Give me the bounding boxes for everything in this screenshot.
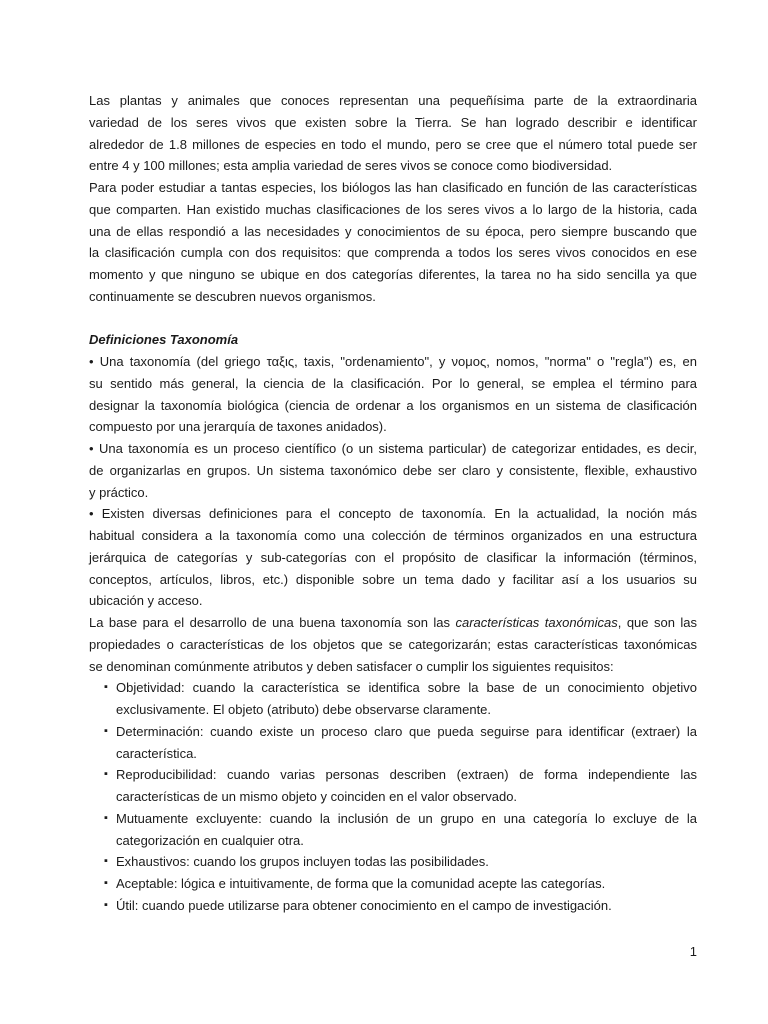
requirement-line: características de un mismo objeto y coinciden en el valor observado. — [116, 789, 518, 804]
requirement-line: Determinación: cuando existe un proceso claro que pueda seguirse para identificar (extraer) la — [116, 723, 697, 739]
definition-line: de organizarlas en grupos. Un sistema taxonómico debe ser claro y consistente, flexible, exhaustivo — [89, 462, 697, 478]
paragraph-line: continuamente se descubren nuevos organismos. — [89, 288, 376, 304]
definition-line: jerárquica de categorías y sub-categorías con el propósito de clasificar la información (términos, — [89, 549, 697, 565]
intro-paragraph-1 — [89, 90, 697, 177]
requirement-item-determinacion — [89, 721, 697, 765]
requirement-item-util — [89, 895, 697, 917]
characteristics-paragraph — [89, 612, 697, 677]
paragraph-line: Las plantas y animales que conoces representan una pequeñísima parte de la extraordinaria — [89, 93, 697, 108]
paragraph-line: propiedades o características de los objetos que se categorizarán; estas características taxonómicas — [89, 636, 697, 652]
document-body — [89, 90, 697, 917]
definition-item-1 — [89, 351, 697, 438]
requirement-line: Exhaustivos: cuando los grupos incluyen todas las posibilidades. — [116, 854, 489, 870]
text-run: , que son las — [617, 615, 698, 630]
list-bullet-icon: ▪ — [104, 855, 108, 868]
definition-line: compuesto por una jerarquía de taxones anidados). — [89, 419, 387, 435]
paragraph-line: alrededor de 1.8 millones de especies en todo el mundo, pero se cree que el número total puede ser — [89, 136, 697, 152]
definition-line: su sentido más general, la ciencia de la clasificación. Por lo general, se emplea el término para — [89, 375, 697, 391]
list-bullet-icon: ▪ — [104, 811, 108, 824]
definition-line: y práctico. — [89, 484, 149, 500]
requirement-line: Útil: cuando puede utilizarse para obtener conocimiento en el campo de investigación. — [116, 897, 612, 913]
definition-item-3 — [89, 503, 697, 612]
section-heading: Definiciones Taxonomía — [89, 332, 239, 348]
requirement-line: exclusivamente. El objeto (atributo) debe observarse claramente. — [116, 702, 492, 717]
paragraph-line: se denominan comúnmente atributos y deben satisfacer o cumplir los siguientes requisitos: — [89, 658, 614, 674]
requirement-item-mutuamente-excluyente — [89, 808, 697, 852]
list-bullet-icon: ▪ — [104, 898, 108, 911]
paragraph-line: la clasificación cumpla con dos requisitos: que comprenda a todos los seres vivos conocidos en ese — [89, 245, 697, 261]
requirement-line: Mutuamente excluyente: cuando la inclusión de un grupo en una categoría lo excluye de la — [116, 810, 697, 826]
requirement-line: categorización en cualquier otra. — [116, 832, 304, 848]
paragraph-line — [89, 612, 697, 634]
requirement-item-aceptable — [89, 873, 697, 895]
requirement-item-exhaustivos — [89, 851, 697, 873]
definition-line: conceptos, artículos, libros, etc.) disponible sobre un tema dado y facilitar así a los usuarios su — [89, 571, 697, 587]
definition-line: designar la taxonomía biológica (ciencia de ordenar a los organismos en un sistema de clasificación — [89, 397, 697, 413]
requirement-line: Aceptable: lógica e intuitivamente, de forma que la comunidad acepte las categorías. — [116, 876, 606, 891]
page-number: 1 — [689, 944, 697, 959]
list-bullet-icon: ▪ — [104, 681, 108, 694]
paragraph-line: Para poder estudiar a tantas especies, los biólogos las han clasificado en función de las características — [89, 180, 697, 195]
paragraph-line: momento y que ninguno se ubique en dos categorías diferentes, la tarea no ha sido sencilla ya que — [89, 267, 697, 282]
requirement-item-reproducibilidad — [89, 764, 697, 808]
paragraph-line: una de ellas respondió a las necesidades y conocimientos de su época, pero siempre buscando que — [89, 223, 697, 239]
requirement-item-objetividad — [89, 677, 697, 721]
definition-item-2 — [89, 438, 697, 503]
definition-line: • Una taxonomía es un proceso científico (o un sistema particular) de categorizar entidades, es decir, — [89, 441, 697, 456]
definition-line: ubicación y acceso. — [89, 593, 203, 609]
blank-line — [89, 308, 697, 330]
requirement-line: característica. — [116, 745, 197, 761]
text-run: La base para el desarrollo de una buena taxonomía son las — [89, 615, 456, 630]
paragraph-line: que comparten. Han existido muchas clasificaciones de los seres vivos a lo largo de la historia, cada — [89, 201, 697, 217]
definition-line: habitual considera a la taxonomía como una colección de términos organizados en una estructura — [89, 528, 697, 543]
list-bullet-icon: ▪ — [104, 724, 108, 737]
paragraph-line: variedad de los seres vivos que existen sobre la Tierra. Se han logrado describir e identificar — [89, 114, 697, 130]
requirements-list — [89, 677, 697, 916]
intro-paragraph-2 — [89, 177, 697, 308]
requirement-line: Objetividad: cuando la característica se identifica sobre la base de un conocimiento objetivo — [116, 680, 697, 696]
definition-line: • Existen diversas definiciones para el concepto de taxonomía. En la actualidad, la noción más — [89, 506, 697, 522]
italic-term: características taxonómicas — [455, 615, 618, 630]
paragraph-line: entre 4 y 100 millones; esta amplia variedad de seres vivos se conoce como biodiversidad. — [89, 158, 613, 174]
requirement-line: Reproducibilidad: cuando varias personas describen (extraen) de forma independiente las — [116, 767, 697, 783]
list-bullet-icon: ▪ — [104, 877, 108, 889]
list-bullet-icon: ▪ — [104, 768, 108, 781]
definition-line: • Una taxonomía (del griego ταξις, taxis, "ordenamiento", y νομος, nomos, "norma" o "regla") es, en — [89, 354, 697, 369]
